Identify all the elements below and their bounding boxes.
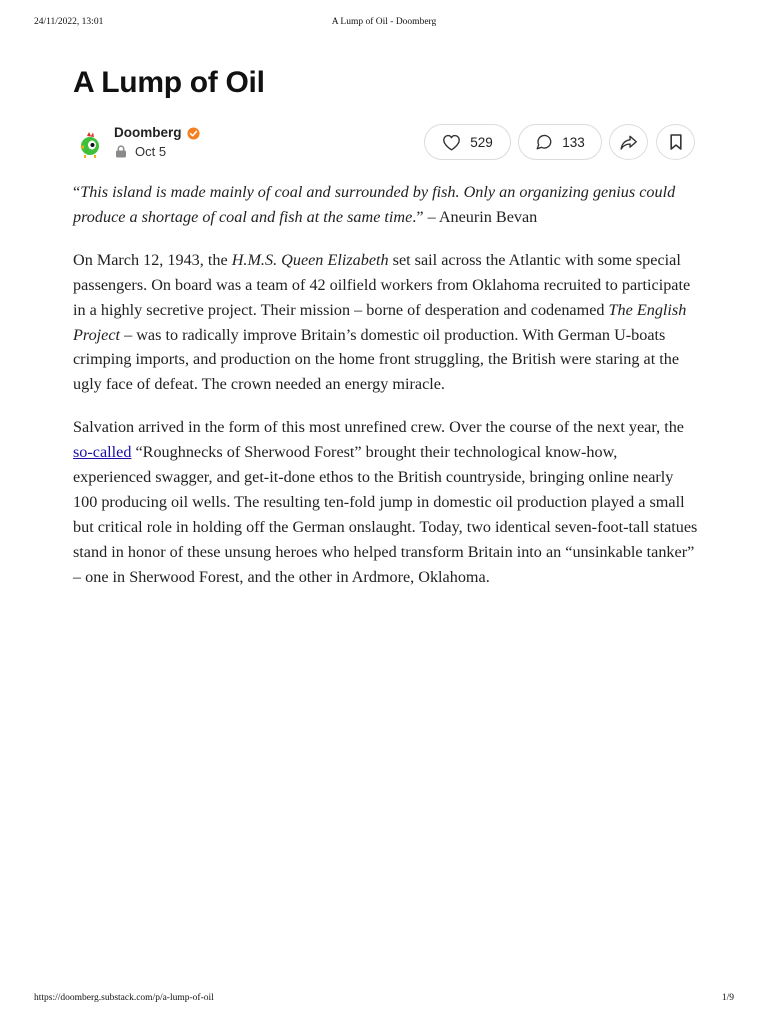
- comment-bubble-icon: [535, 133, 553, 151]
- quote-attribution: .” – Aneurin Bevan: [412, 207, 538, 226]
- post-byline: [73, 124, 695, 164]
- comment-count: 133: [562, 134, 585, 150]
- post-title: A Lump of Oil: [73, 66, 265, 99]
- quote-open-mark: “: [73, 183, 81, 201]
- ship-name: H.M.S. Queen Elizabeth: [231, 250, 389, 269]
- lock-icon: [115, 145, 127, 158]
- p1-text-2: set sail across the Atlantic with some special passengers. On board was a team of 42 oilfield workers from Oklahoma recruited to participate in a highly secretive project. Their mission – borne of desperation and codenamed: [73, 250, 691, 319]
- paragraph-1: [73, 248, 698, 397]
- so-called-link[interactable]: so-called: [73, 443, 132, 462]
- quote-text: This island is made mainly of coal and surrounded by fish. Only an organizing genius could produce a shortage of coal and fish at the same time: [73, 183, 676, 226]
- share-button[interactable]: [609, 124, 648, 160]
- p1-text-3: – was to radically improve Britain’s domestic oil production. With German U-boats crimping imports, and production on the home front struggling, the British were staring at the ugly face of defeat. The crown needed an energy miracle.: [73, 325, 680, 394]
- like-button[interactable]: [424, 124, 511, 160]
- author-name[interactable]: Doomberg: [114, 125, 182, 140]
- heart-icon: [442, 134, 461, 151]
- post-date: Oct 5: [135, 144, 167, 159]
- green-chicken-avatar[interactable]: [75, 128, 105, 158]
- print-header: [0, 17, 768, 31]
- post-body: [73, 180, 698, 608]
- p2-text-2: “Roughnecks of Sherwood Forest” brought their technological know-how, experienced swagger, and get-it-done ethos to the British countryside, bringing online nearly 100 producing oil wells. The resulting ten-fold jump in domestic oil production played a small but critical role in holding off the German onslaught. Today, two identical seven-foot-tall statues stand in honor of these unsung heroes who helped transform Britain into an “unsinkable tanker” – one in Sherwood Forest, and the other in Ardmore, Oklahoma.: [73, 443, 698, 586]
- p2-text-1: Salvation arrived in the form of this most unrefined crew. Over the course of the next year, the: [73, 418, 684, 437]
- epigraph-quote: [73, 180, 698, 230]
- like-count: 529: [470, 134, 493, 150]
- project-codename: The English Project: [73, 300, 687, 344]
- comment-button[interactable]: [518, 124, 602, 160]
- print-page-title: A Lump of Oil - Doomberg: [331, 17, 437, 27]
- p1-text-1: On March 12, 1943, the: [73, 250, 232, 269]
- verified-badge-icon: [187, 127, 200, 140]
- paragraph-2: [73, 415, 698, 589]
- print-url: https://doomberg.substack.com/p/a-lump-of-oil: [34, 993, 214, 1003]
- print-footer: [0, 993, 768, 1007]
- print-datetime: 24/11/2022, 13:01: [34, 17, 104, 27]
- print-page-number: 1/9: [721, 993, 734, 1003]
- bookmark-icon: [669, 133, 683, 151]
- bookmark-button[interactable]: [656, 124, 695, 160]
- share-arrow-icon: [619, 134, 638, 151]
